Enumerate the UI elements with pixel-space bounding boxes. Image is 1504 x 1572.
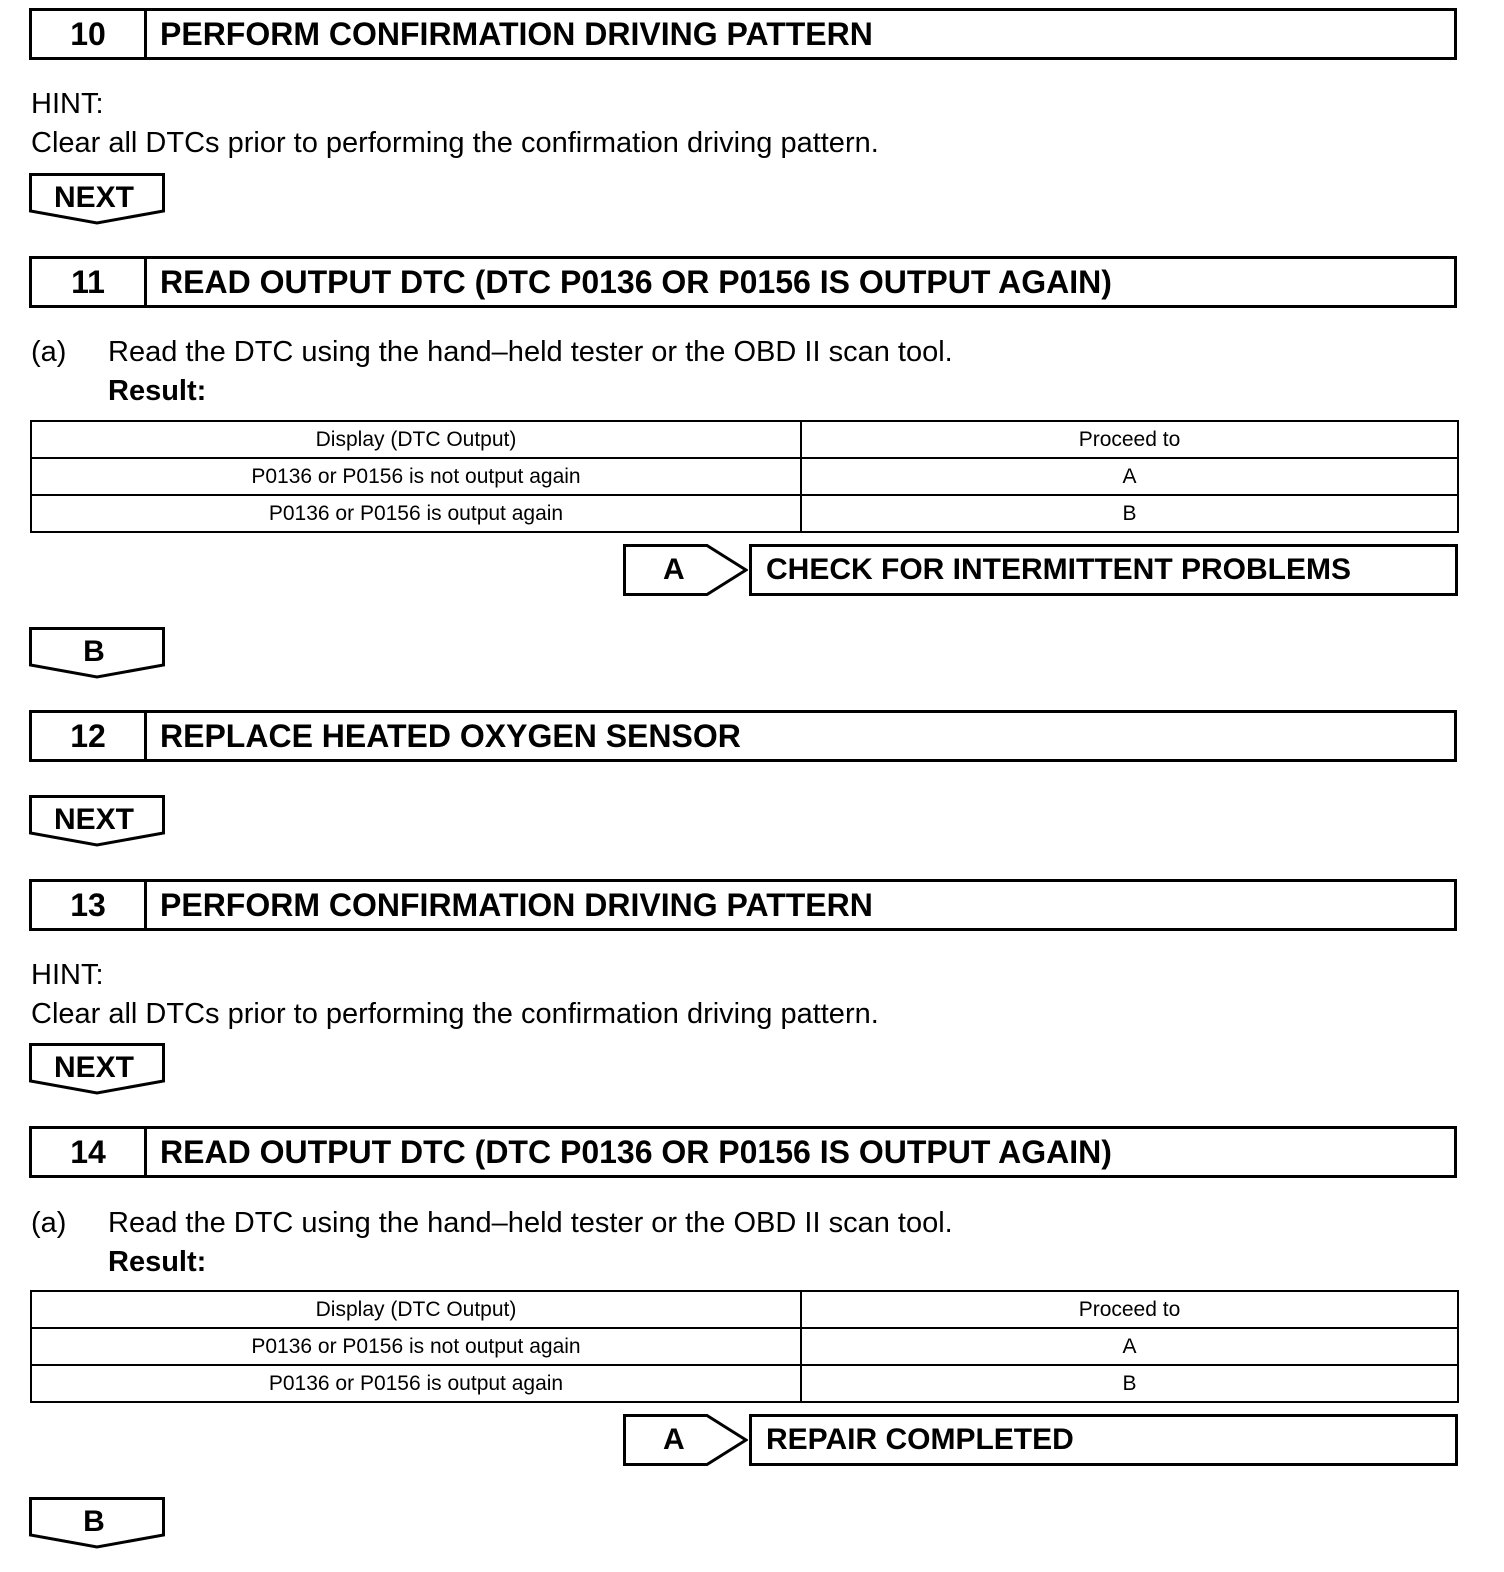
next-label: NEXT xyxy=(53,181,134,214)
hint-text: Clear all DTCs prior to performing the confirmation driving pattern. xyxy=(31,127,879,159)
table-row xyxy=(31,1328,1458,1365)
step-number: 11 xyxy=(32,259,147,305)
table-cell: A xyxy=(801,1328,1458,1365)
branch-b-label: B xyxy=(83,1505,105,1538)
table-row xyxy=(31,495,1458,532)
next-tag xyxy=(29,1043,165,1093)
branch-a-arrow xyxy=(623,1414,748,1466)
branch-a-destination: CHECK FOR INTERMITTENT PROBLEMS xyxy=(749,544,1458,596)
result-label: Result: xyxy=(108,1246,207,1278)
branch-a-destination: REPAIR COMPLETED xyxy=(749,1414,1458,1466)
step-title: PERFORM CONFIRMATION DRIVING PATTERN xyxy=(160,886,873,923)
result-table xyxy=(30,1290,1459,1403)
table-cell: A xyxy=(801,458,1458,495)
column-header: Proceed to xyxy=(801,1291,1458,1328)
step-13-header xyxy=(29,879,1457,931)
step-10-header xyxy=(29,8,1457,60)
table-cell: P0136 or P0156 is output again xyxy=(31,495,801,532)
branch-b-tag xyxy=(29,627,165,677)
next-tag xyxy=(29,173,165,223)
table-header-row xyxy=(31,1291,1458,1328)
step-title: REPLACE HEATED OXYGEN SENSOR xyxy=(160,717,741,754)
table-row xyxy=(31,458,1458,495)
step-number: 13 xyxy=(32,882,147,928)
table-row xyxy=(31,1365,1458,1402)
table-cell: P0136 or P0156 is not output again xyxy=(31,458,801,495)
branch-b-label: B xyxy=(83,635,105,668)
branch-a-label: A xyxy=(663,1423,685,1456)
next-label: NEXT xyxy=(53,803,134,836)
step-14-header xyxy=(29,1126,1457,1178)
table-cell: P0136 or P0156 is not output again xyxy=(31,1328,801,1365)
branch-a-label: A xyxy=(663,553,685,586)
next-label: NEXT xyxy=(53,1051,134,1084)
step-title: READ OUTPUT DTC (DTC P0136 OR P0156 IS OUTPUT AGAIN) xyxy=(160,1133,1112,1170)
column-header: Display (DTC Output) xyxy=(31,1291,801,1328)
table-cell: P0136 or P0156 is output again xyxy=(31,1365,801,1402)
table-header-row xyxy=(31,421,1458,458)
column-header: Display (DTC Output) xyxy=(31,421,801,458)
next-tag xyxy=(29,795,165,845)
hint-label: HINT: xyxy=(31,959,104,991)
arrow-right-icon xyxy=(623,544,748,596)
step-12-header xyxy=(29,710,1457,762)
step-number: 10 xyxy=(32,11,147,57)
item-label: (a) xyxy=(31,1207,67,1239)
hint-text: Clear all DTCs prior to performing the confirmation driving pattern. xyxy=(31,998,879,1030)
table-cell: B xyxy=(801,1365,1458,1402)
branch-b-tag xyxy=(29,1497,165,1547)
column-header: Proceed to xyxy=(801,421,1458,458)
item-text: Read the DTC using the hand–held tester or the OBD II scan tool. xyxy=(108,336,953,368)
result-label: Result: xyxy=(108,375,207,407)
branch-a-arrow xyxy=(623,544,748,596)
step-11-header xyxy=(29,256,1457,308)
step-title: READ OUTPUT DTC (DTC P0136 OR P0156 IS OUTPUT AGAIN) xyxy=(160,263,1112,300)
step-title: PERFORM CONFIRMATION DRIVING PATTERN xyxy=(160,15,873,52)
item-label: (a) xyxy=(31,336,67,368)
result-table xyxy=(30,420,1459,533)
item-text: Read the DTC using the hand–held tester or the OBD II scan tool. xyxy=(108,1207,953,1239)
hint-label: HINT: xyxy=(31,88,104,120)
arrow-right-icon xyxy=(623,1414,748,1466)
step-number: 14 xyxy=(32,1129,147,1175)
step-number: 12 xyxy=(32,713,147,759)
table-cell: B xyxy=(801,495,1458,532)
